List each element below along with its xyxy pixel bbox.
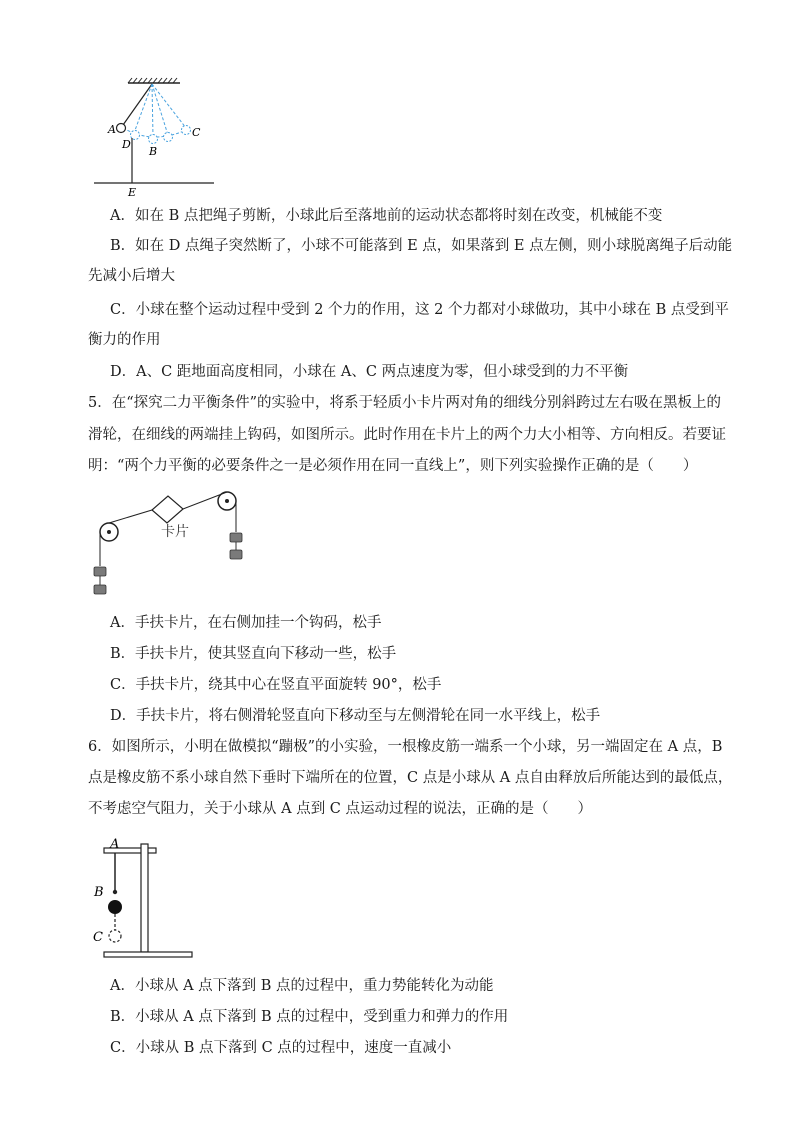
pendulum-figure xyxy=(88,75,248,200)
ball-a xyxy=(117,124,126,133)
card-diamond xyxy=(152,496,183,523)
label-a: A xyxy=(108,123,116,136)
q4-option-d: D．A、C 距地面高度相同，小球在 A、C 两点速度为零，但小球受到的力不平衡 xyxy=(110,364,629,380)
q6-stem-line2: 点是橡皮筋不系小球自然下垂时下端所在的位置，C 点是小球从 A 点自由释放后所能达到的最低点， xyxy=(88,770,733,786)
q5-option-b: B．手扶卡片，使其竖直向下移动一些，松手 xyxy=(110,646,397,662)
ball-dashed-c xyxy=(109,930,121,942)
q4-option-b: B．如在 D 点绳子突然断了，小球不可能落到 E 点，如果落到 E 点左侧，则小球脱离绳子后动能 xyxy=(110,238,733,254)
label-b: B xyxy=(94,885,104,900)
label-e: E xyxy=(128,186,137,199)
card-pulley-figure xyxy=(86,484,256,604)
q4-option-c-cont: 衡力的作用 xyxy=(88,332,161,348)
q5-stem-line1: 5．在“探究二力平衡条件”的实验中，将系于轻质小卡片两对角的细线分别斜跨过左右吸在黑板上的 xyxy=(88,395,722,411)
right-weights xyxy=(230,533,242,559)
q4-option-b-cont: 先减小后增大 xyxy=(88,268,175,284)
ball-b xyxy=(149,135,158,144)
ball-solid xyxy=(108,900,122,914)
left-weights xyxy=(94,567,106,594)
q4-option-c: C．小球在整个运动过程中受到 2 个力的作用，这 2 个力都对小球做功，其中小球在 B 点受到平 xyxy=(110,302,729,318)
label-b: B xyxy=(149,145,158,158)
q5-stem-line2: 滑轮，在细线的两端挂上钩码，如图所示。此时作用在卡片上的两个力大小相等、方向相反。若要证 xyxy=(88,427,726,443)
point-b xyxy=(113,890,117,894)
label-a: A xyxy=(110,837,120,852)
q6-option-c: C．小球从 B 点下落到 C 点的过程中，速度一直减小 xyxy=(110,1040,452,1056)
q5-stem-line3: 明：“两个力平衡的必要条件之一是必须作用在同一直线上”，则下列实验操作正确的是（ ） xyxy=(88,458,698,474)
q6-option-b: B．小球从 A 点下落到 B 点的过程中，受到重力和弹力的作用 xyxy=(110,1009,509,1025)
card-label: 卡片 xyxy=(161,524,189,540)
q4-option-a: A．如在 B 点把绳子剪断，小球此后至落地前的运动状态都将时刻在改变，机械能不变 xyxy=(110,208,663,224)
q5-option-d: D．手扶卡片，将右侧滑轮竖直向下移动至与左侧滑轮在同一水平线上，松手 xyxy=(110,708,601,724)
stand-base xyxy=(104,952,192,957)
stand-pole xyxy=(141,844,148,952)
ball-c xyxy=(182,126,191,135)
label-d: D xyxy=(122,138,131,151)
q5-option-c: C．手扶卡片，绕其中心在竖直平面旋转 90°，松手 xyxy=(110,677,442,693)
q5-option-a: A．手扶卡片，在右侧加挂一个钩码，松手 xyxy=(110,615,382,631)
ball-mid xyxy=(164,133,173,142)
q6-stem-line3: 不考虑空气阻力，关于小球从 A 点到 C 点运动过程的说法，正确的是（ ） xyxy=(88,801,592,817)
string-to-a xyxy=(123,84,152,125)
label-c: C xyxy=(192,126,201,139)
left-string xyxy=(109,510,152,523)
dashed-strings xyxy=(123,84,186,137)
q6-stem-line1: 6．如图所示，小明在做模拟“蹦极”的小实验，一根橡皮筋一端系一个小球，另一端固定在 A 点，B xyxy=(88,739,723,755)
label-c: C xyxy=(93,930,103,945)
q6-option-a: A．小球从 A 点下落到 B 点的过程中，重力势能转化为动能 xyxy=(110,978,494,994)
bungee-stand-figure xyxy=(88,836,208,961)
